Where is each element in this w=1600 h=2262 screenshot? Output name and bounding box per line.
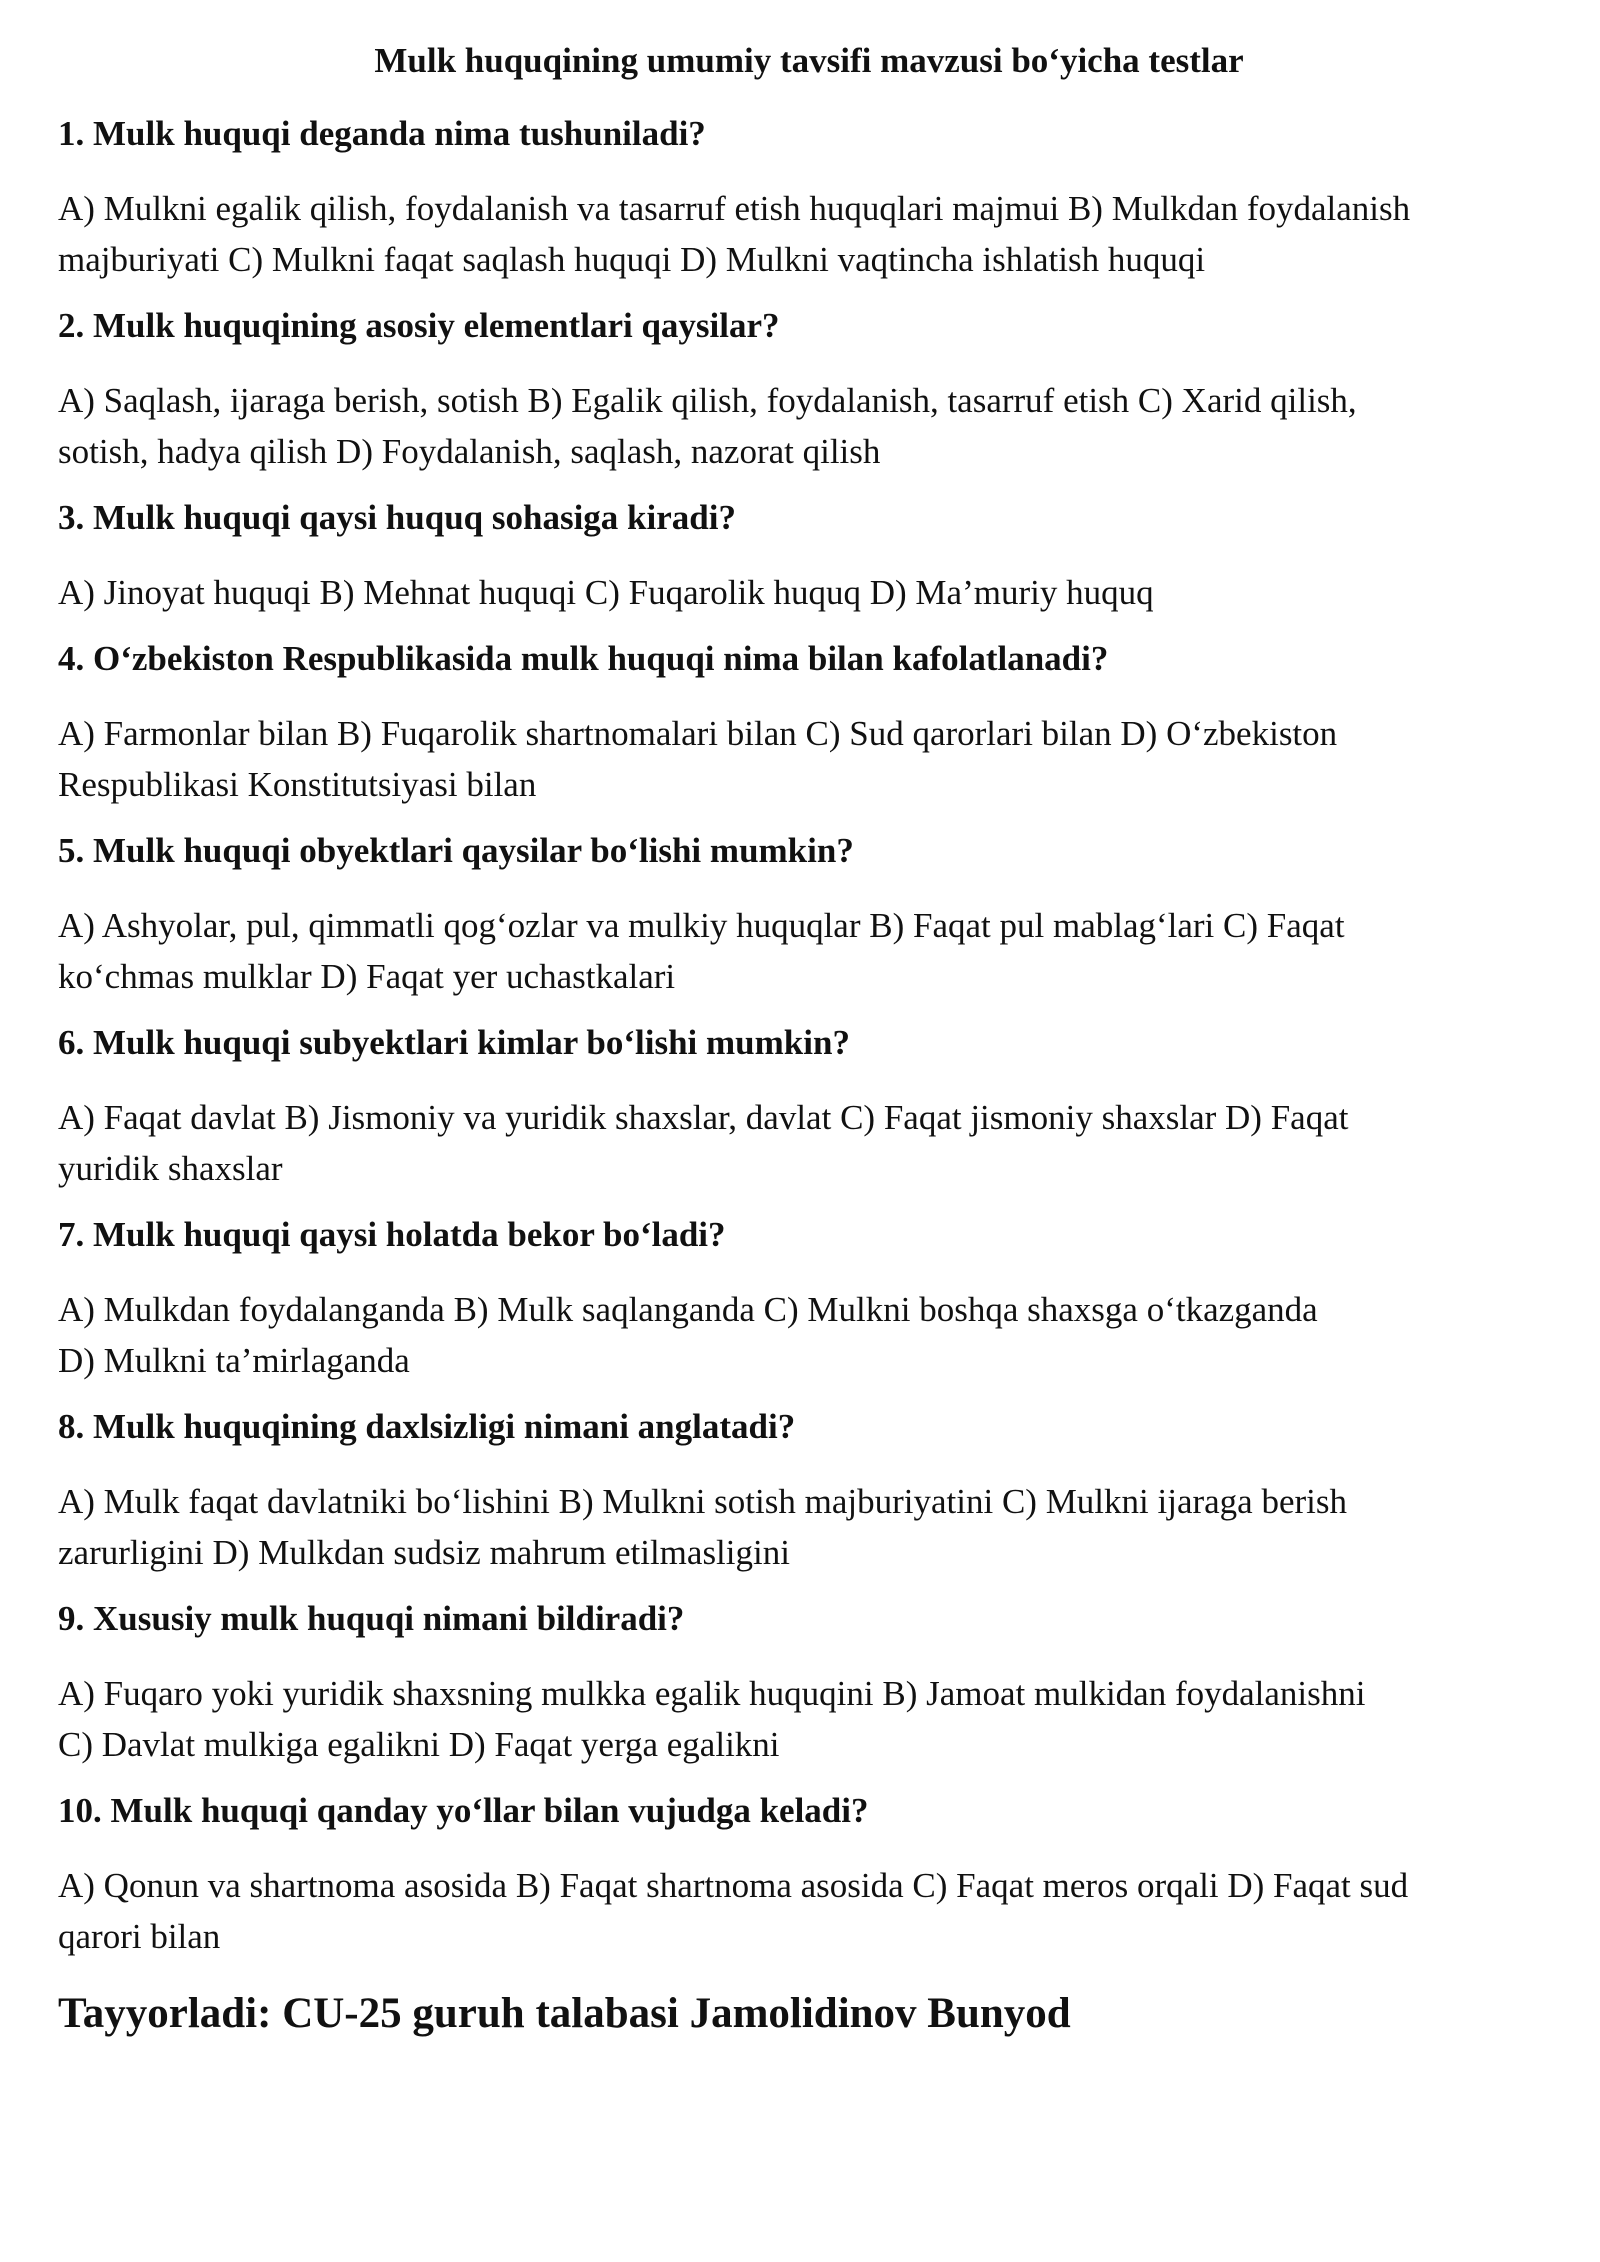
answers-4-line-2: Respublikasi Konstitutsiyasi bilan <box>58 765 537 804</box>
question-9: 9. Xususiy mulk huquqi nimani bildiradi? <box>58 1599 685 1638</box>
answers-7-line-2: D) Mulkni ta’mirlaganda <box>58 1341 410 1380</box>
answers-1-line-1: A) Mulkni egalik qilish, foydalanish va tasarruf etish huquqlari majmui B) Mulkdan foydalanish <box>58 189 1411 228</box>
answers-4-line-1: A) Farmonlar bilan B) Fuqarolik shartnomalari bilan C) Sud qarorlari bilan D) O‘zbekiston <box>58 714 1338 753</box>
answers-9-line-2: C) Davlat mulkiga egalikni D) Faqat yerga egalikni <box>58 1725 780 1764</box>
answers-5-line-1: A) Ashyolar, pul, qimmatli qog‘ozlar va mulkiy huquqlar B) Faqat pul mablag‘lari C) Faqat <box>58 906 1345 945</box>
answers-10-line-2: qarori bilan <box>58 1917 221 1956</box>
answers-8-line-2: zarurligini D) Mulkdan sudsiz mahrum etilmasligini <box>58 1533 790 1572</box>
answers-7-line-1: A) Mulkdan foydalanganda B) Mulk saqlanganda C) Mulkni boshqa shaxsga o‘tkazganda <box>58 1290 1318 1329</box>
question-3: 3. Mulk huquqi qaysi huquq sohasiga kiradi? <box>58 498 736 537</box>
question-4: 4. O‘zbekiston Respublikasida mulk huquqi nima bilan kafolatlanadi? <box>58 639 1109 678</box>
answers-1 <box>58 183 1548 285</box>
answers-5-line-2: ko‘chmas mulklar D) Faqat yer uchastkalari <box>58 957 676 996</box>
answers-3-line-1: A) Jinoyat huquqi B) Mehnat huquqi C) Fuqarolik huquq D) Ma’muriy huquq <box>58 573 1154 612</box>
answers-8-line-1: A) Mulk faqat davlatniki bo‘lishini B) Mulkni sotish majburiyatini C) Mulkni ijaraga berish <box>58 1482 1348 1521</box>
answers-6-line-1: A) Faqat davlat B) Jismoniy va yuridik shaxslar, davlat C) Faqat jismoniy shaxslar D) Faqat <box>58 1098 1349 1137</box>
answers-7 <box>58 1284 1548 1386</box>
question-1: 1. Mulk huquqi deganda nima tushuniladi? <box>58 114 706 153</box>
question-7: 7. Mulk huquqi qaysi holatda bekor bo‘ladi? <box>58 1215 726 1254</box>
author-footer: Tayyorladi: CU-25 guruh talabasi Jamolidinov Bunyod <box>58 1990 1071 2037</box>
answers-2 <box>58 375 1548 477</box>
answers-2-line-1: A) Saqlash, ijaraga berish, sotish B) Egalik qilish, foydalanish, tasarruf etish C) Xarid qilish, <box>58 381 1357 420</box>
answers-9-line-1: A) Fuqaro yoki yuridik shaxsning mulkka egalik huquqini B) Jamoat mulkidan foydalanishni <box>58 1674 1366 1713</box>
document-page <box>58 38 1548 2042</box>
answers-5 <box>58 900 1548 1002</box>
question-5: 5. Mulk huquqi obyektlari qaysilar bo‘lishi mumkin? <box>58 831 854 870</box>
answers-6 <box>58 1092 1548 1194</box>
answers-1-line-2: majburiyati C) Mulkni faqat saqlash huquqi D) Mulkni vaqtincha ishlatish huquqi <box>58 240 1206 279</box>
question-10: 10. Mulk huquqi qanday yo‘llar bilan vujudga keladi? <box>58 1791 869 1830</box>
answers-6-line-2: yuridik shaxslar <box>58 1149 283 1188</box>
answers-4 <box>58 708 1548 810</box>
answers-8 <box>58 1476 1548 1578</box>
question-2: 2. Mulk huquqining asosiy elementlari qaysilar? <box>58 306 780 345</box>
document-title: Mulk huquqining umumiy tavsifi mavzusi bo‘yicha testlar <box>374 41 1244 80</box>
answers-10-line-1: A) Qonun va shartnoma asosida B) Faqat shartnoma asosida C) Faqat meros orqali D) Faqat sud <box>58 1866 1409 1905</box>
answers-2-line-2: sotish, hadya qilish D) Foydalanish, saqlash, nazorat qilish <box>58 432 881 471</box>
question-6: 6. Mulk huquqi subyektlari kimlar bo‘lishi mumkin? <box>58 1023 850 1062</box>
answers-10 <box>58 1860 1548 1962</box>
answers-9 <box>58 1668 1548 1770</box>
question-8: 8. Mulk huquqining daxlsizligi nimani anglatadi? <box>58 1407 796 1446</box>
answers-3 <box>58 567 1548 618</box>
